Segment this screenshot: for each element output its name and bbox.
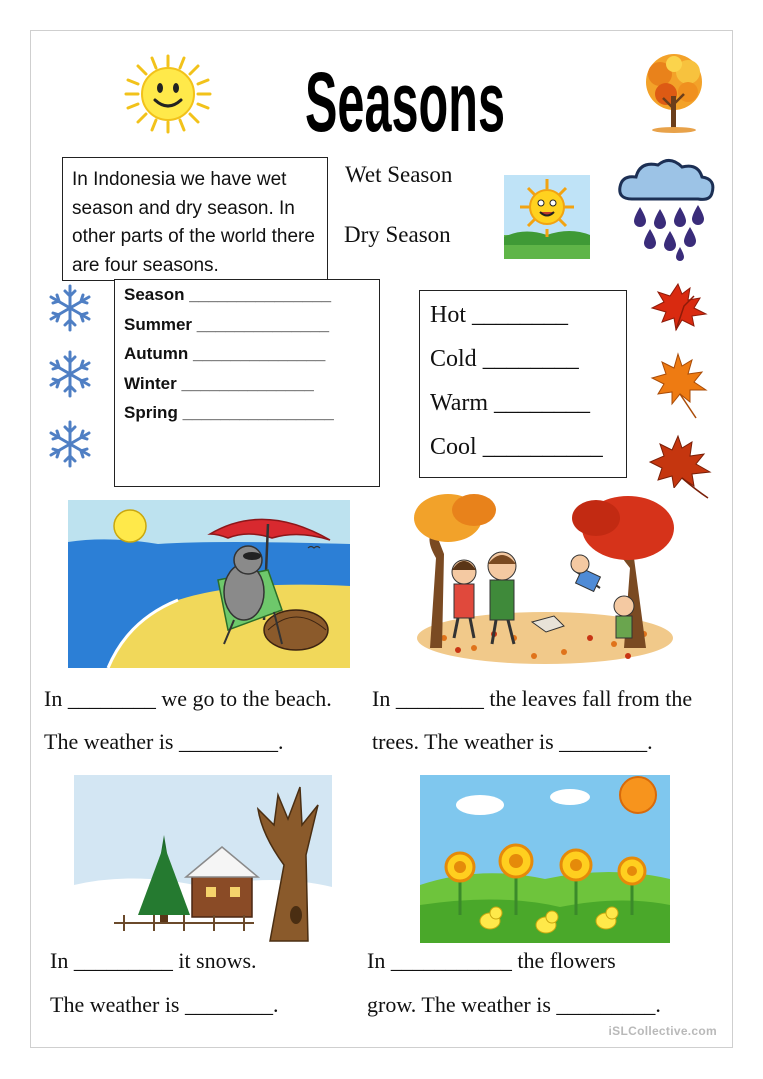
season-label: Spring — [124, 403, 178, 422]
weather-words-box — [419, 290, 627, 478]
autumn-sentence-2: trees. The weather is ________. — [372, 729, 653, 754]
winter-picture — [74, 775, 332, 941]
maple-leaf-icon — [650, 350, 710, 420]
autumn-sentence-1: In ________ the leaves fall from the — [372, 686, 693, 711]
season-label: Summer — [124, 314, 193, 334]
page-title-text: Seasons — [305, 55, 505, 149]
weather-label: Cold — [430, 346, 477, 372]
answer-blank[interactable]: __________ — [482, 434, 603, 460]
season-label: Winter — [124, 373, 177, 393]
list-item — [124, 394, 370, 432]
footer-watermark: iSLCollective.com — [608, 1024, 717, 1038]
snowflake-icon — [44, 282, 96, 334]
season-list-box — [114, 279, 380, 487]
list-item — [430, 293, 616, 337]
answer-blank[interactable]: _______________ — [189, 285, 332, 304]
intro-text: In Indonesia we have wet season and dry season. In other parts of the world there are four seasons. — [72, 169, 315, 276]
wet-season-label: Wet Season — [345, 162, 453, 187]
answer-blank[interactable]: ________________ — [182, 403, 334, 422]
autumn-picture — [414, 488, 676, 666]
snowflake-icon — [44, 348, 96, 400]
autumn-tree-icon — [638, 52, 710, 134]
weather-label: Cool — [430, 434, 477, 460]
spring-sentence-1: In ___________ the flowers — [367, 948, 616, 973]
answer-blank[interactable]: ________ — [494, 390, 591, 416]
answer-blank[interactable]: ________ — [472, 302, 568, 328]
answer-blank[interactable]: ______________ — [192, 344, 326, 363]
summer-sentence-2: The weather is _________. — [44, 729, 284, 754]
spring-sentence-2: grow. The weather is _________. — [367, 992, 661, 1017]
spring-picture — [420, 775, 670, 943]
winter-sentence-2: The weather is ________. — [50, 992, 279, 1017]
summer-sentence-1: In ________ we go to the beach. — [44, 686, 332, 711]
list-item — [430, 381, 616, 425]
dry-season-label: Dry Season — [344, 222, 451, 247]
season-label: Season — [124, 285, 185, 304]
answer-blank[interactable]: ________ — [482, 346, 579, 372]
sun-icon — [118, 52, 218, 136]
answer-blank[interactable]: ______________ — [196, 314, 330, 334]
sunny-landscape-icon — [504, 175, 590, 259]
season-label: Autumn — [124, 344, 189, 363]
rain-cloud-icon — [614, 155, 718, 263]
summer-beach-picture — [68, 500, 350, 668]
answer-blank[interactable]: ______________ — [181, 373, 314, 393]
winter-sentence-1: In _________ it snows. — [50, 948, 257, 973]
weather-label: Warm — [430, 390, 489, 416]
page-title — [300, 55, 510, 149]
weather-label: Hot — [430, 302, 466, 328]
list-item — [430, 425, 616, 469]
intro-text-box — [62, 157, 328, 281]
snowflake-icon — [44, 418, 96, 470]
list-item — [430, 337, 616, 381]
maple-leaf-icon — [648, 280, 710, 332]
